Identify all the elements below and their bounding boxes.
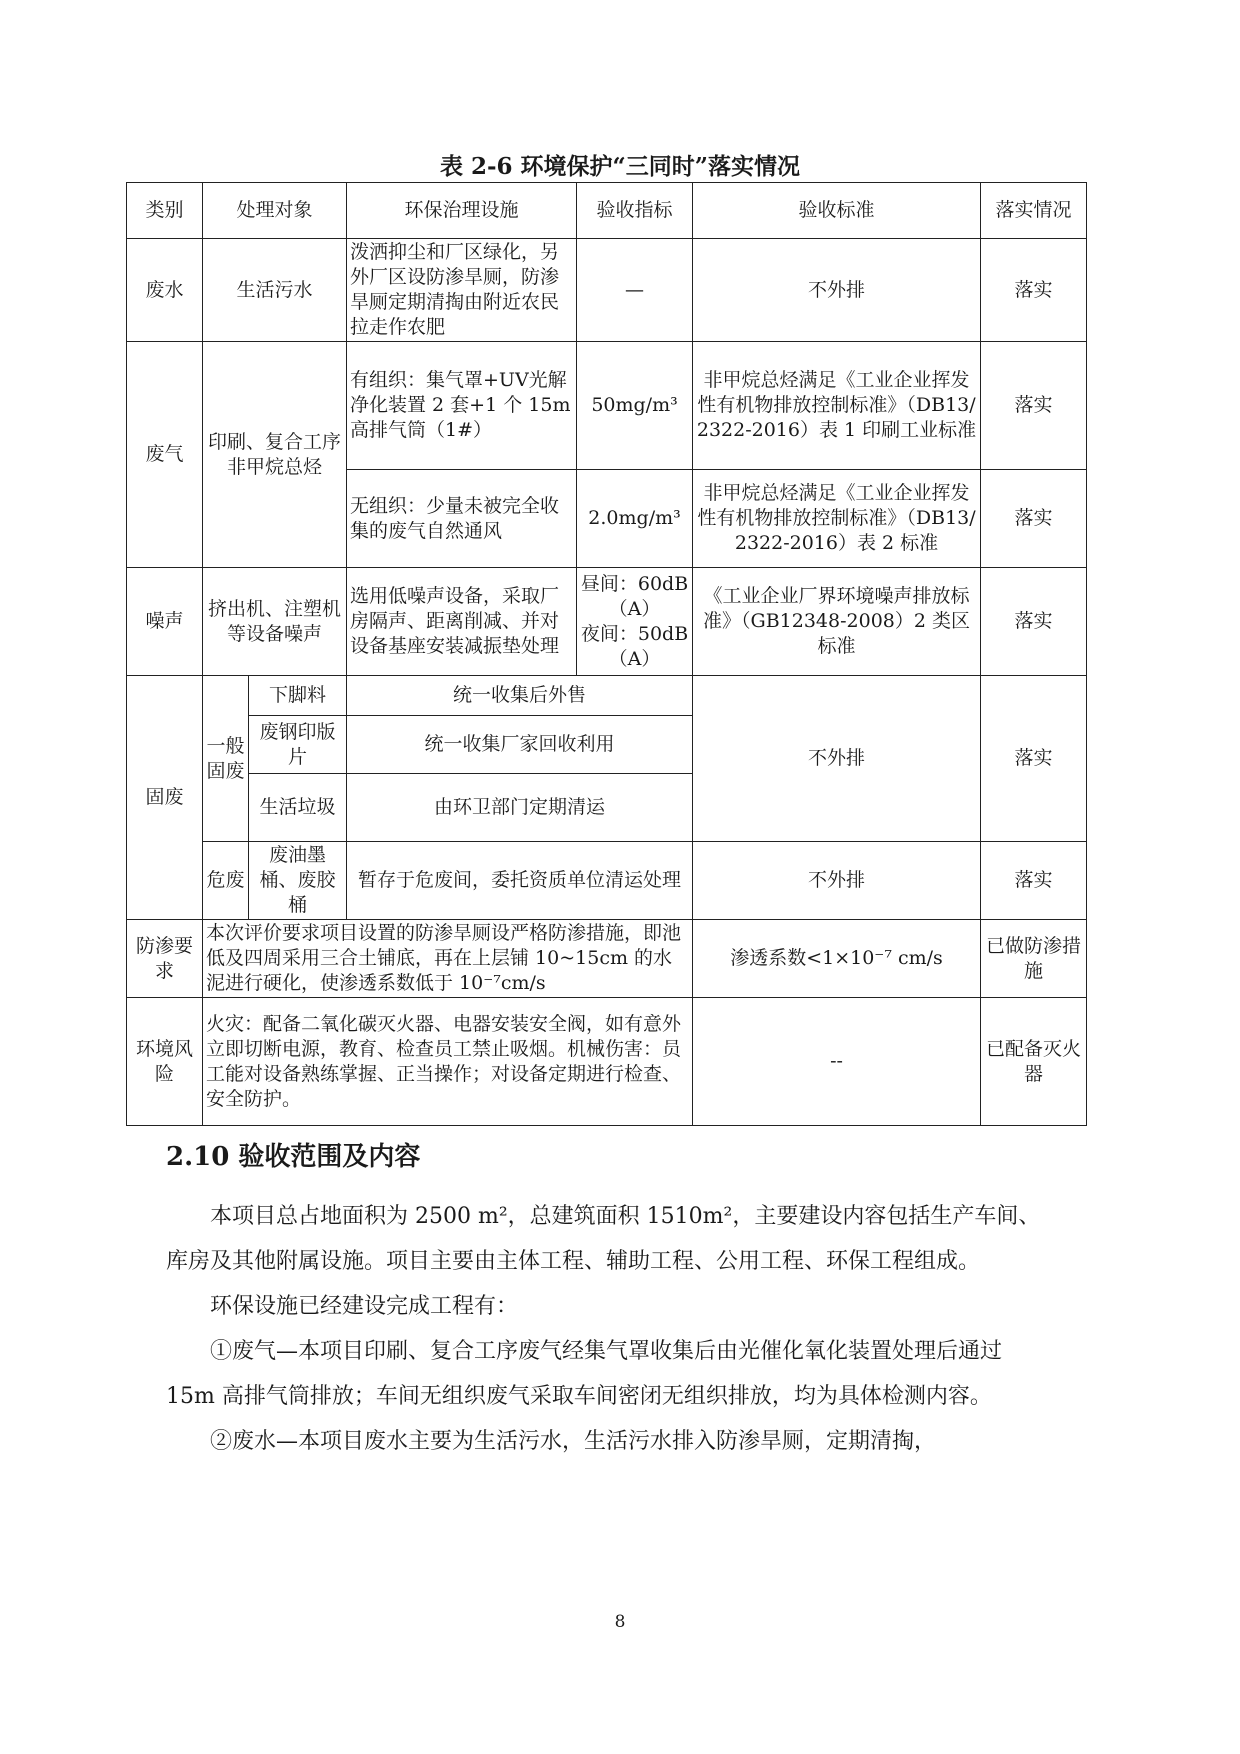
solid-facility-3: 由环卫部门定期清运 bbox=[347, 774, 693, 842]
table-caption: 表 2-6 环境保护“三同时”落实情况 bbox=[439, 153, 801, 180]
body-paragraph-4: ②废水—本项目废水主要为生活污水，生活污水排入防渗旱厕，定期清掏， bbox=[210, 1429, 937, 1454]
solid-facility-2: 统一收集厂家回收利用 bbox=[347, 716, 693, 774]
solid-general-status: 落实 bbox=[981, 676, 1087, 842]
risk-status: 已配备灭火器 bbox=[981, 998, 1087, 1126]
solid-facility-1: 统一收集后外售 bbox=[347, 676, 693, 716]
environmental-protection-table bbox=[126, 182, 1087, 1126]
noise-category: 噪声 bbox=[127, 568, 203, 676]
section-heading: 2.10 验收范围及内容 bbox=[166, 1142, 421, 1172]
seepage-facility: 本次评价要求项目设置的防渗旱厕设严格防渗措施，即池低及四周采用三合土铺底，再在上层铺 10~15cm 的水泥进行硬化，使渗透系数低于 10⁻⁷cm/s bbox=[203, 920, 693, 998]
noise-standard: 《工业企业厂界环境噪声排放标准》（GB12348-2008）2 类区标准 bbox=[693, 568, 981, 676]
gas-organized-status: 落实 bbox=[981, 342, 1087, 470]
gas-organized-standard: 非甲烷总烃满足《工业企业挥发性有机物排放控制标准》（DB13/2322-2016）表 1 印刷工业标准 bbox=[693, 342, 981, 470]
gas-organized-facility: 有组织：集气罩+UV光解净化装置 2 套+1 个 15m 高排气筒（1#） bbox=[347, 342, 577, 470]
header-status: 落实情况 bbox=[981, 183, 1087, 239]
section-body bbox=[166, 1194, 1046, 1464]
water-standard: 不外排 bbox=[693, 239, 981, 342]
body-paragraph-1: 本项目总占地面积为 2500 m²，总建筑面积 1510m²，主要建设内容包括生产车间、库房及其他附属设施。项目主要由主体工程、辅助工程、公用工程、环保工程组成。 bbox=[166, 1204, 1041, 1274]
table-row-risk bbox=[127, 998, 1087, 1126]
table-row-gas-organized bbox=[127, 342, 1087, 470]
risk-standard: -- bbox=[693, 998, 981, 1126]
water-facility: 泼洒抑尘和厂区绿化，另外厂区设防渗旱厕，防渗旱厕定期清掏由附近农民拉走作农肥 bbox=[347, 239, 577, 342]
header-facility: 环保治理设施 bbox=[347, 183, 577, 239]
risk-category: 环境风险 bbox=[127, 998, 203, 1126]
table-row-water bbox=[127, 239, 1087, 342]
solid-general-standard: 不外排 bbox=[693, 676, 981, 842]
solid-hazard-standard: 不外排 bbox=[693, 842, 981, 920]
page-number: 8 bbox=[614, 1612, 626, 1632]
seepage-status: 已做防渗措施 bbox=[981, 920, 1087, 998]
seepage-category: 防渗要求 bbox=[127, 920, 203, 998]
header-indicator: 验收指标 bbox=[577, 183, 693, 239]
table-header-row bbox=[127, 183, 1087, 239]
header-standard: 验收标准 bbox=[693, 183, 981, 239]
noise-status: 落实 bbox=[981, 568, 1087, 676]
body-paragraph-2: 环保设施已经建设完成工程有： bbox=[210, 1294, 519, 1319]
risk-facility: 火灾：配备二氧化碳灭火器、电器安装安全阀，如有意外立即切断电源，教育、检查员工禁止吸烟。机械伤害：员工能对设备熟练掌握、正当操作；对设备定期进行检查、安全防护。 bbox=[203, 998, 693, 1126]
gas-unorganized-indicator: 2.0mg/m³ bbox=[577, 470, 693, 568]
header-category: 类别 bbox=[127, 183, 203, 239]
solid-hazard-status: 落实 bbox=[981, 842, 1087, 920]
solid-general-label: 一般固废 bbox=[203, 676, 249, 842]
table-row-solid-hazard bbox=[127, 842, 1087, 920]
noise-object: 挤出机、注塑机等设备噪声 bbox=[203, 568, 347, 676]
gas-unorganized-status: 落实 bbox=[981, 470, 1087, 568]
seepage-standard: 渗透系数<1×10⁻⁷ cm/s bbox=[693, 920, 981, 998]
noise-indicator-day: 昼间：60dB（A） bbox=[580, 572, 689, 620]
gas-category: 废气 bbox=[127, 342, 203, 568]
noise-facility: 选用低噪声设备，采取厂房隔声、距离削减、并对设备基座安装减振垫处理 bbox=[347, 568, 577, 676]
table-row-noise bbox=[127, 568, 1087, 676]
gas-unorganized-facility: 无组织：少量未被完全收集的废气自然通风 bbox=[347, 470, 577, 568]
solid-hazard-facility: 暂存于危废间，委托资质单位清运处理 bbox=[347, 842, 693, 920]
water-object: 生活污水 bbox=[203, 239, 347, 342]
noise-indicator-night: 夜间：50dB（A） bbox=[580, 622, 689, 670]
gas-organized-indicator: 50mg/m³ bbox=[577, 342, 693, 470]
table-row-seepage bbox=[127, 920, 1087, 998]
body-paragraph-3: ①废气—本项目印刷、复合工序废气经集气罩收集后由光催化氧化装置处理后通过 15m 高排气筒排放；车间无组织废气采取车间密闭无组织排放，均为具体检测内容。 bbox=[166, 1339, 1003, 1409]
water-indicator: — bbox=[577, 239, 693, 342]
gas-unorganized-standard: 非甲烷总烃满足《工业企业挥发性有机物排放控制标准》（DB13/2322-2016）表 2 标准 bbox=[693, 470, 981, 568]
solid-object-2: 废钢印版片 bbox=[249, 716, 347, 774]
gas-object: 印刷、复合工序非甲烷总烃 bbox=[203, 342, 347, 568]
water-status: 落实 bbox=[981, 239, 1087, 342]
solid-hazard-object: 废油墨桶、废胶桶 bbox=[249, 842, 347, 920]
header-object: 处理对象 bbox=[203, 183, 347, 239]
solid-object-1: 下脚料 bbox=[249, 676, 347, 716]
solid-category: 固废 bbox=[127, 676, 203, 920]
noise-indicator bbox=[577, 568, 693, 676]
solid-hazard-label: 危废 bbox=[203, 842, 249, 920]
solid-object-3: 生活垃圾 bbox=[249, 774, 347, 842]
water-category: 废水 bbox=[127, 239, 203, 342]
table-row-solid-1 bbox=[127, 676, 1087, 716]
